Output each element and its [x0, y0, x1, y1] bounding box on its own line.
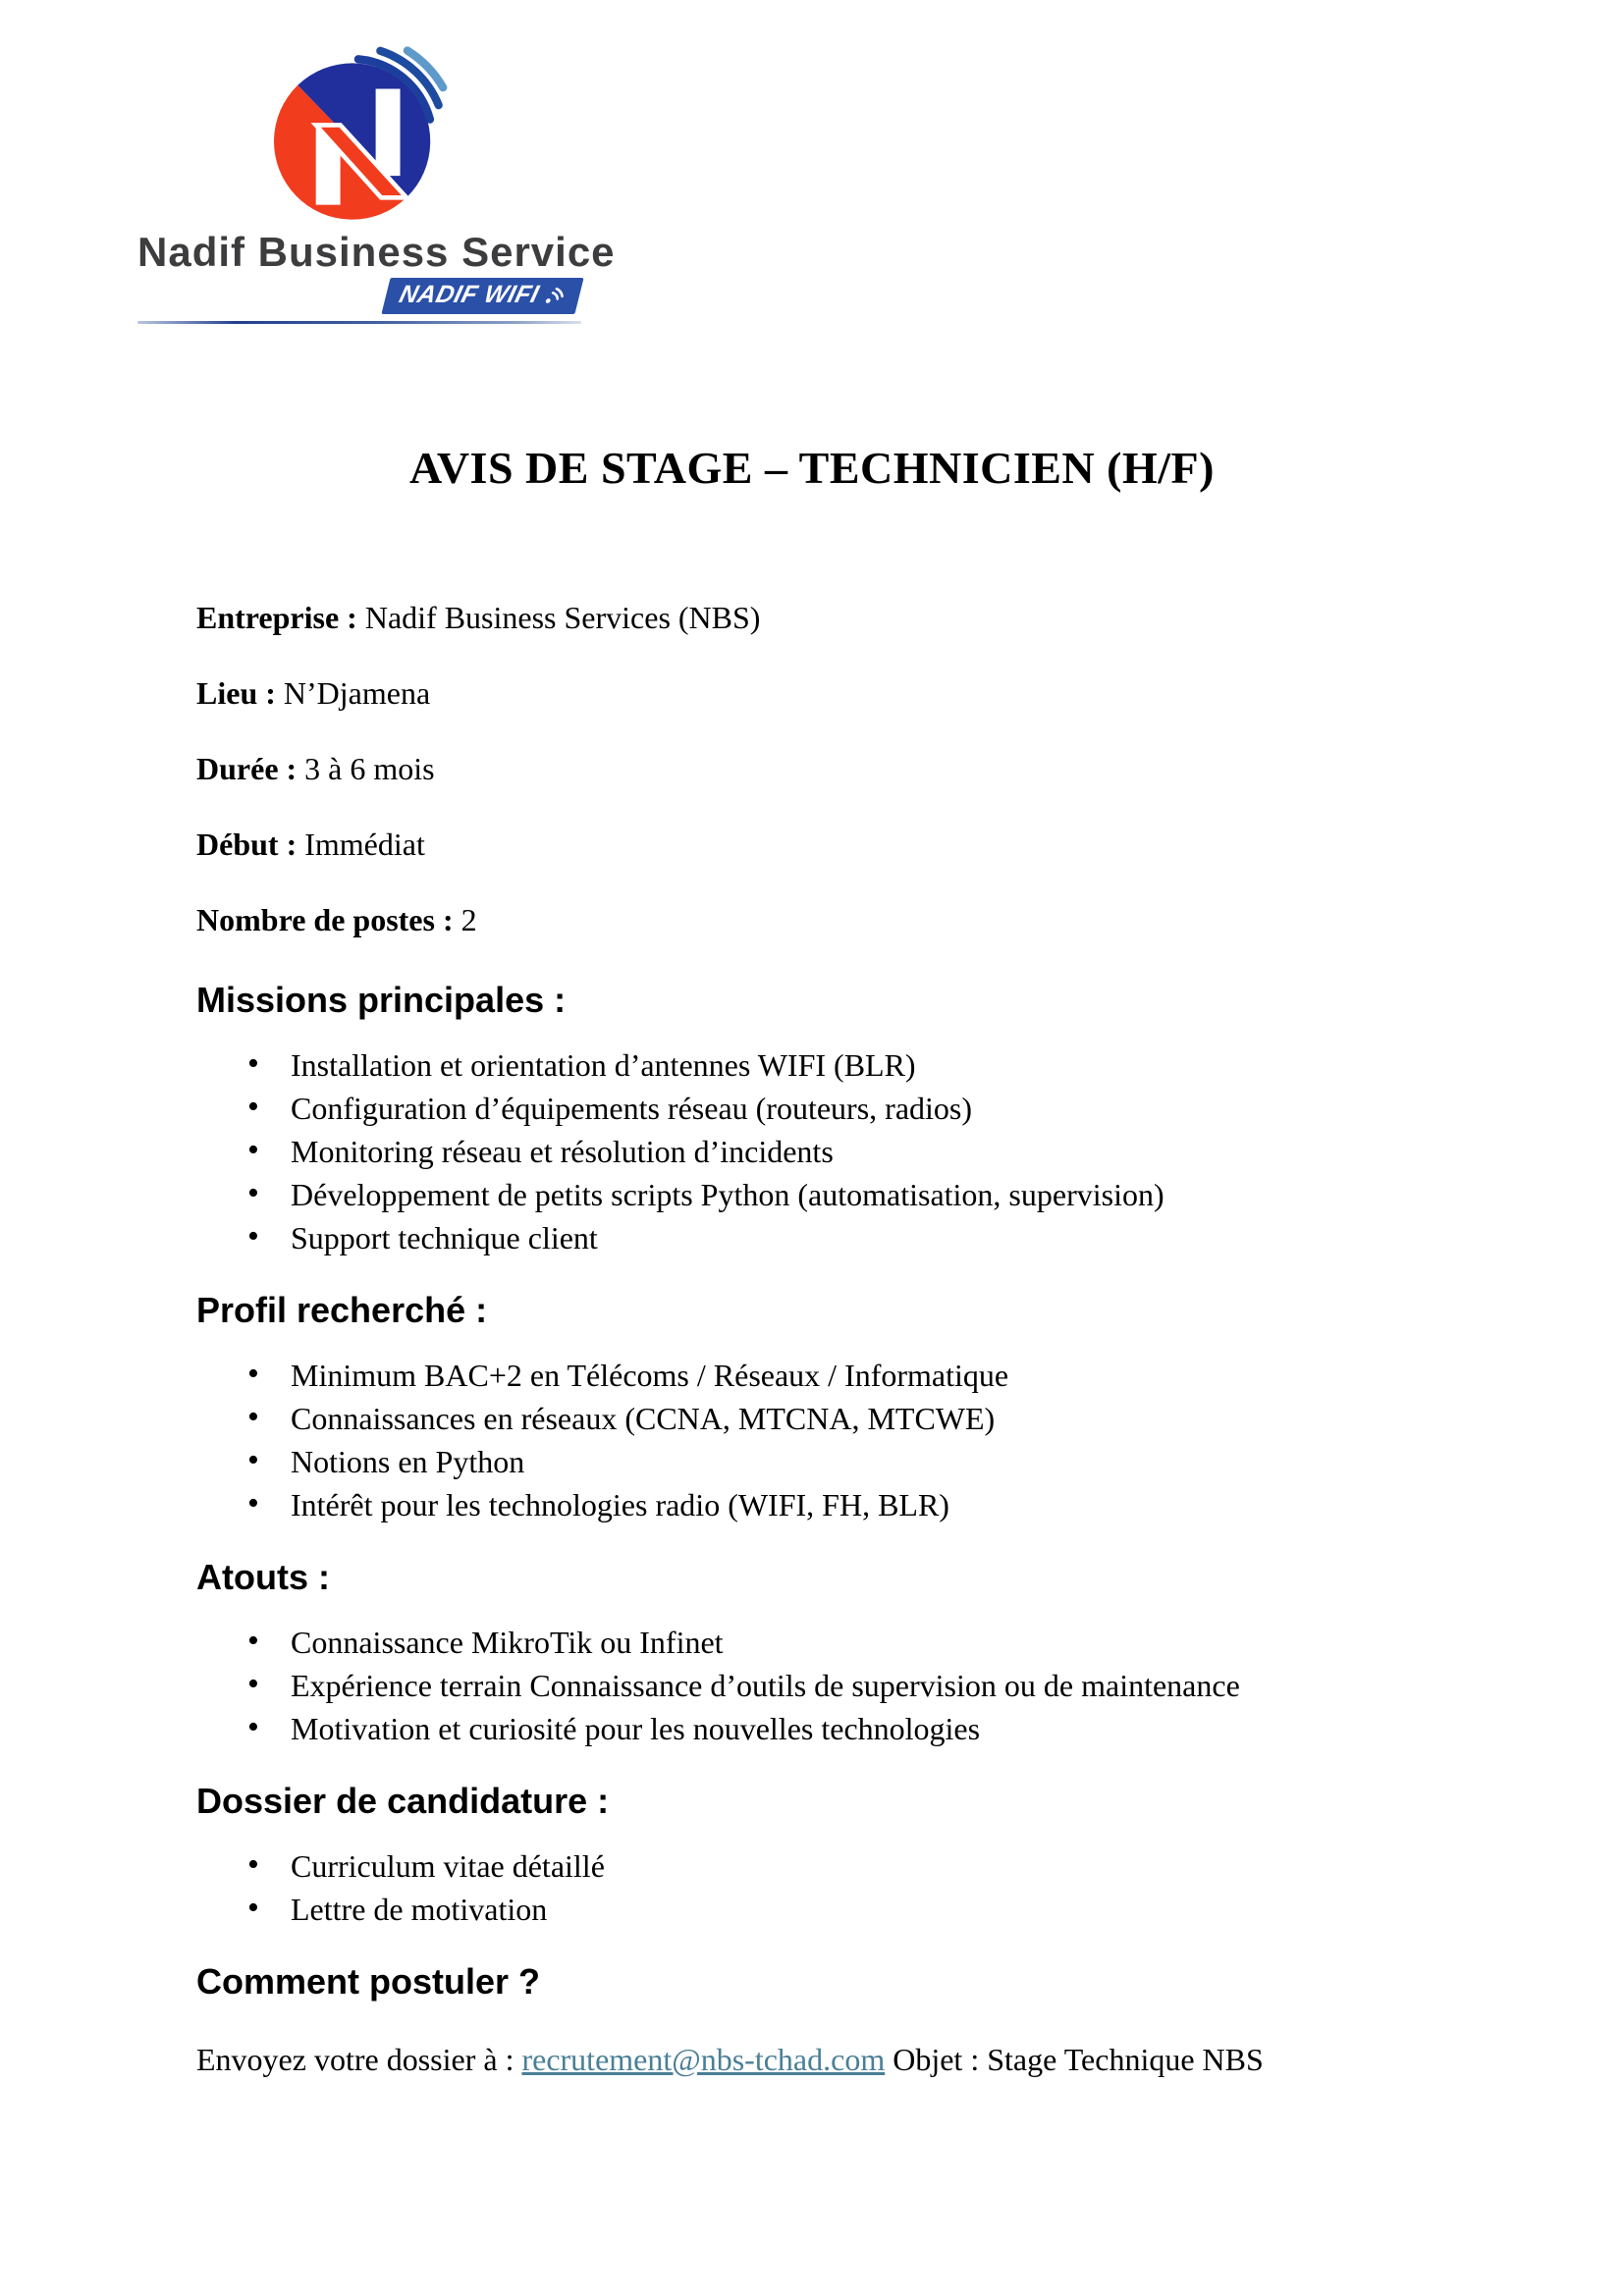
nadif-wifi-badge-label: NADIF WIFI — [396, 281, 542, 308]
nadif-wifi-badge-row — [137, 278, 581, 314]
list-item: • Motivation et curiosité pour les nouvelles technologies — [291, 1712, 1467, 1745]
dossier-list — [196, 1849, 1467, 1926]
field-value: Nadif Business Services (NBS) — [364, 600, 761, 635]
nadif-wifi-badge — [381, 278, 583, 314]
badge-wifi-icon — [542, 285, 568, 306]
field-value: N’Djamena — [283, 675, 431, 711]
list-item: • Curriculum vitae détaillé — [291, 1849, 1467, 1883]
field-entreprise — [196, 602, 1467, 634]
atouts-list — [196, 1626, 1467, 1745]
apply-prefix: Envoyez votre dossier à : — [196, 2042, 522, 2077]
field-label: Durée : — [196, 751, 298, 786]
list-item: • Minimum BAC+2 en Télécoms / Réseaux / Informatique — [291, 1359, 1467, 1392]
section-heading-profil: Profil recherché : — [196, 1290, 488, 1330]
field-label: Lieu : — [196, 675, 276, 711]
list-item: • Expérience terrain Connaissance d’outils de supervision ou de maintenance — [291, 1669, 1467, 1702]
section-heading-dossier: Dossier de candidature : — [196, 1781, 610, 1821]
section-heading-missions: Missions principales : — [196, 980, 567, 1020]
logo-underline — [137, 321, 581, 324]
field-debut — [196, 828, 1467, 861]
list-item: • Monitoring réseau et résolution d’incidents — [291, 1135, 1467, 1168]
list-item: • Configuration d’équipements réseau (routeurs, radios) — [291, 1092, 1467, 1125]
profil-list — [196, 1359, 1467, 1522]
list-item: • Lettre de motivation — [291, 1893, 1467, 1926]
company-name: Nadif Business Service — [137, 229, 616, 275]
field-value: Immédiat — [304, 827, 425, 862]
field-duree — [196, 753, 1467, 785]
list-item: • Connaissances en réseaux (CCNA, MTCNA, MTCWE) — [291, 1402, 1467, 1435]
list-item: • Intérêt pour les technologies radio (WIFI, FH, BLR) — [291, 1488, 1467, 1522]
missions-list — [196, 1048, 1467, 1255]
field-label: Début : — [196, 827, 298, 862]
apply-instructions — [196, 2042, 1467, 2077]
field-nombre-postes — [196, 904, 1467, 936]
document-sections — [196, 980, 1467, 2077]
field-label: Entreprise : — [196, 600, 357, 635]
field-label: Nombre de postes : — [196, 902, 454, 937]
section-heading-comment-postuler: Comment postuler ? — [196, 1961, 541, 2002]
document-title: AVIS DE STAGE – TECHNICIEN (H/F) — [409, 443, 1215, 493]
list-item: • Installation et orientation d’antennes WIFI (BLR) — [291, 1048, 1467, 1082]
apply-suffix: Objet : Stage Technique NBS — [885, 2042, 1264, 2077]
list-item: • Support technique client — [291, 1221, 1467, 1255]
logo-n-emblem-icon — [265, 45, 454, 227]
info-fields — [196, 602, 1467, 936]
recruitment-email-link[interactable]: recrutement@nbs-tchad.com — [521, 2042, 886, 2077]
field-value: 3 à 6 mois — [304, 751, 435, 786]
company-logo — [137, 45, 616, 324]
list-item: • Notions en Python — [291, 1445, 1467, 1478]
field-lieu — [196, 677, 1467, 710]
field-value: 2 — [460, 902, 477, 937]
list-item: • Connaissance MikroTik ou Infinet — [291, 1626, 1467, 1659]
section-heading-atouts: Atouts : — [196, 1557, 330, 1597]
list-item: • Développement de petits scripts Python (automatisation, supervision) — [291, 1178, 1467, 1211]
